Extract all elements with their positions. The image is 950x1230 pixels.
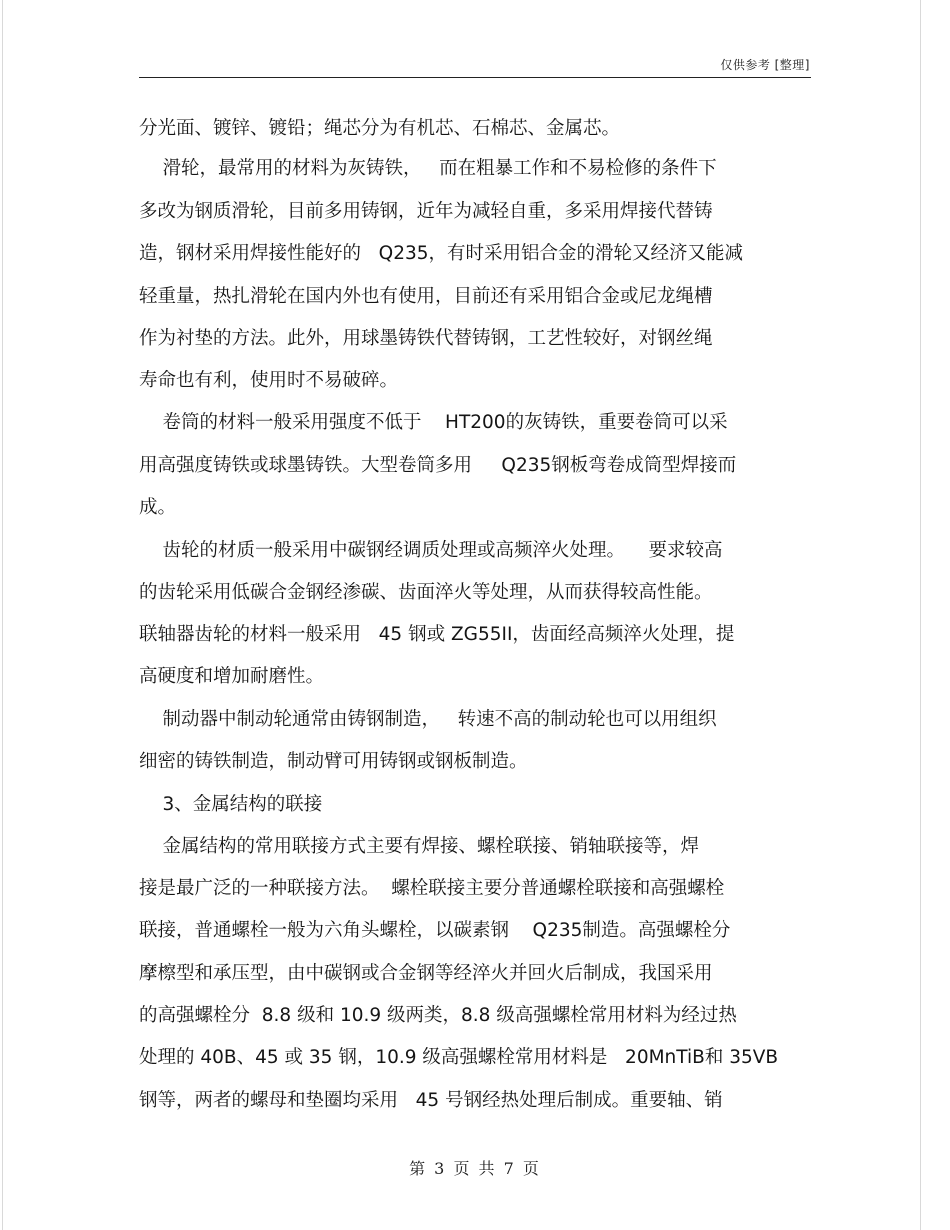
text-line: 联轴器齿轮的材料一般采用 45 钢或 ZG55II，齿面经高频淬火处理，提 bbox=[139, 624, 735, 645]
text-line: 齿轮的材质一般采用中碳钢经调质处理或高频淬火处理。 要求较高 bbox=[139, 540, 723, 561]
text-line: 处理的 40B、45 或 35 钢，10.9 级高强螺栓常用材料是 20MnTiB和 35VB bbox=[139, 1047, 779, 1068]
text-line: 细密的铸铁制造，制动臂可用铸钢或钢板制造。 bbox=[139, 751, 528, 772]
text-line: 的高强螺栓分 8.8 级和 10.9 级两类，8.8 级高强螺栓常用材料为经过热 bbox=[139, 1005, 737, 1026]
text-line: 接是最广泛的一种联接方法。 螺栓联接主要分普通螺栓联接和高强螺栓 bbox=[139, 878, 725, 899]
text-line: 高硬度和增加耐磨性。 bbox=[139, 666, 325, 687]
text-line: 多改为钢质滑轮，目前多用铸钢，近年为减轻自重，多采用焊接代替铸 bbox=[139, 201, 713, 222]
text-line: 钢等，两者的螺母和垫圈均采用 45 号钢经热处理后制成。重要轴、销 bbox=[139, 1090, 723, 1111]
page-right-edge bbox=[920, 0, 921, 1230]
text-line: 摩檫型和承压型，由中碳钢或合金钢等经淬火并回火后制成，我国采用 bbox=[139, 963, 713, 984]
text-line: 成。 bbox=[139, 497, 177, 518]
text-line: 卷筒的材料一般采用强度不低于 HT200的灰铸铁，重要卷筒可以采 bbox=[139, 412, 728, 433]
text-line: 金属结构的常用联接方式主要有焊接、螺栓联接、销轴联接等，焊 bbox=[139, 836, 700, 857]
text-line: 用高强度铸铁或球墨铸铁。大型卷筒多用 Q235钢板弯卷成筒型焊接而 bbox=[139, 455, 737, 476]
header-rule bbox=[139, 77, 811, 78]
header-label: 仅供参考 [整理] bbox=[720, 58, 810, 72]
text-line: 寿命也有利，使用时不易破碎。 bbox=[139, 370, 399, 391]
text-line: 作为衬垫的方法。此外，用球墨铸铁代替铸钢，工艺性较好，对钢丝绳 bbox=[139, 328, 713, 349]
page-number: 第 3 页 共 7 页 bbox=[409, 1159, 541, 1178]
text-line: 造，钢材采用焊接性能好的 Q235，有时采用铝合金的滑轮又经济又能减 bbox=[139, 243, 744, 264]
text-line: 联接，普通螺栓一般为六角头螺栓，以碳素钢 Q235制造。高强螺栓分 bbox=[139, 920, 731, 941]
text-line: 滑轮，最常用的材料为灰铸铁， 而在粗暴工作和不易检修的条件下 bbox=[139, 158, 717, 179]
text-line: 制动器中制动轮通常由铸钢制造， 转速不高的制动轮也可以用组织 bbox=[139, 709, 717, 730]
text-line: 的齿轮采用低碳合金钢经渗碳、齿面淬火等处理，从而获得较高性能。 bbox=[139, 582, 713, 603]
text-line: 3、金属结构的联接 bbox=[139, 794, 323, 815]
text-line: 分光面、镀锌、镀铅；绳芯分为有机芯、石棉芯、金属芯。 bbox=[139, 118, 621, 139]
text-line: 轻重量，热扎滑轮在国内外也有使用，目前还有采用铝合金或尼龙绳槽 bbox=[139, 286, 713, 307]
page-left-edge bbox=[2, 0, 3, 1230]
